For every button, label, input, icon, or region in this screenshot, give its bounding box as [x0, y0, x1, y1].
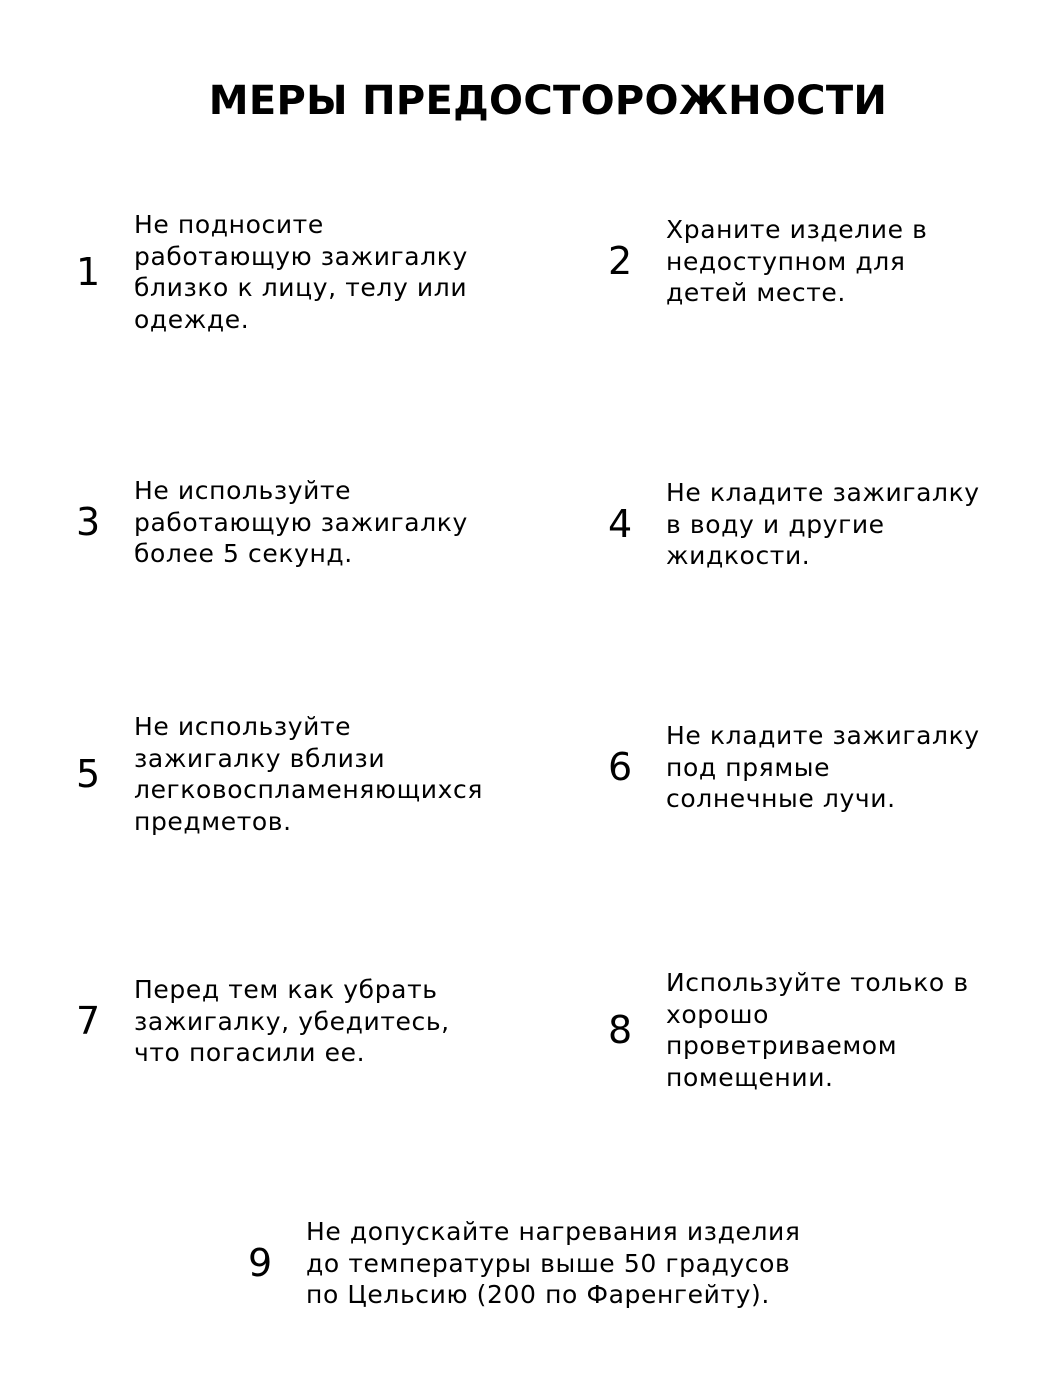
item-number: 7	[76, 999, 101, 1044]
precaution-item-6	[606, 720, 1006, 815]
item-number: 1	[76, 250, 101, 294]
item-text: Не допускайте нагревания изделия до температуры выше 50 градусов по Цельсию (200 по Фаренгейту).	[306, 1217, 801, 1309]
item-number: 5	[76, 752, 101, 796]
item-text: Используйте только в хорошо проветриваемом помещении.	[666, 968, 969, 1092]
precaution-item-1	[74, 209, 514, 335]
item-text: Не кладите зажигалку в воду и другие жидкости.	[666, 478, 980, 570]
item-number: 2	[608, 239, 633, 284]
item-number: 9	[248, 1241, 273, 1286]
item-number: 4	[608, 502, 633, 547]
precaution-item-9	[246, 1216, 826, 1311]
precaution-item-3	[74, 475, 514, 570]
item-number: 6	[608, 745, 633, 790]
precaution-item-2	[606, 214, 1006, 309]
item-text: Не кладите зажигалку под прямые солнечные лучи.	[666, 721, 980, 813]
item-text: Храните изделие в недоступном для детей месте.	[666, 215, 928, 307]
page-title: МЕРЫ ПРЕДОСТОРОЖНОСТИ	[208, 78, 888, 124]
item-number: 8	[608, 1008, 633, 1052]
item-text: Не используйте работающую зажигалку более 5 секунд.	[134, 476, 468, 568]
item-text: Перед тем как убрать зажигалку, убедитесь, что погасили ее.	[134, 975, 450, 1067]
item-text: Не используйте зажигалку вблизи легковоспламеняющихся предметов.	[134, 712, 483, 836]
item-text: Не подносите работающую зажигалку близко к лицу, телу или одежде.	[134, 210, 468, 334]
precaution-item-7	[74, 974, 514, 1069]
precaution-item-5	[74, 711, 514, 837]
precaution-item-4	[606, 477, 1006, 572]
item-number: 3	[76, 500, 101, 545]
precaution-item-8	[606, 967, 1006, 1093]
